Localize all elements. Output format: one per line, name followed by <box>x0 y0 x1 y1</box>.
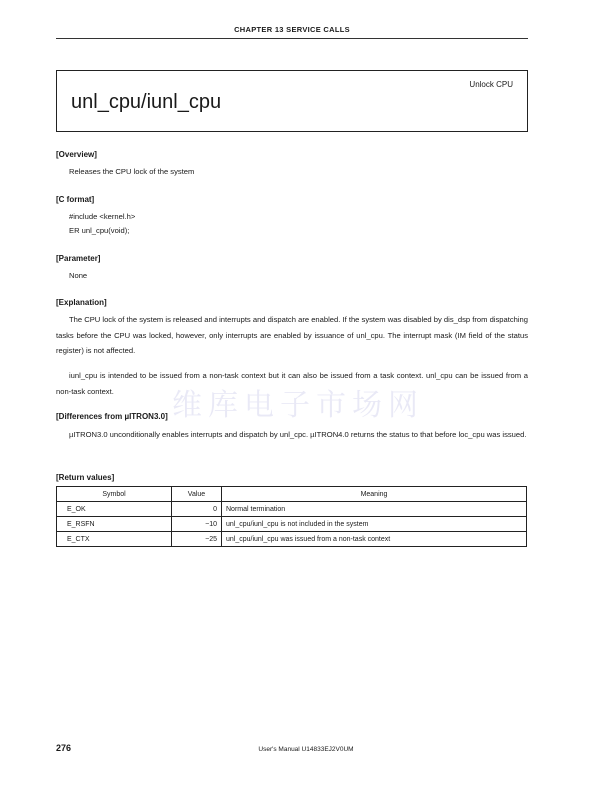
return-meaning: Normal termination <box>222 502 527 517</box>
watermark: 维库电子市场网 <box>172 388 424 423</box>
column-header-meaning: Meaning <box>222 487 527 502</box>
return-values-table <box>56 486 527 547</box>
overview-text: Releases the CPU lock of the system <box>69 167 195 176</box>
c-format-line-prototype: ER unl_cpu(void); <box>69 226 130 235</box>
return-meaning: unl_cpu/iunl_cpu is not included in the system <box>222 517 527 532</box>
return-value: −25 <box>172 532 222 547</box>
c-format-line-include: #include <kernel.h> <box>69 212 136 221</box>
return-symbol: E_RSFN <box>57 517 172 532</box>
explanation-paragraph-1: The CPU lock of the system is released and interrupts and dispatch are enabled. If the system was disabled by dis_dsp from dispatching tasks before the CPU was locked, however, only interrupts are enabled by issuance of unl_cpu. The interrupt mask (IM field of the status register) is not affected. <box>56 315 528 355</box>
function-description: Unlock CPU <box>469 80 513 89</box>
return-symbol: E_OK <box>57 502 172 517</box>
table-row <box>57 517 527 532</box>
explanation-heading: [Explanation] <box>56 298 107 307</box>
differences-heading: [Differences from µITRON3.0] <box>56 412 168 421</box>
chapter-header: CHAPTER 13 SERVICE CALLS <box>234 25 350 34</box>
header-rule <box>56 38 528 39</box>
overview-heading: [Overview] <box>56 150 97 159</box>
table-row <box>57 502 527 517</box>
differences-text: µITRON3.0 unconditionally enables interrupts and dispatch by unl_cpc. µITRON4.0 returns the status to that before loc_cpu was issued. <box>69 430 527 439</box>
table-header-row <box>57 487 527 502</box>
page-number: 276 <box>56 743 72 753</box>
column-header-symbol: Symbol <box>57 487 172 502</box>
column-header-value: Value <box>172 487 222 502</box>
table-row <box>57 532 527 547</box>
return-value: −10 <box>172 517 222 532</box>
parameter-heading: [Parameter] <box>56 254 101 263</box>
function-title-box <box>56 70 528 132</box>
return-symbol: E_CTX <box>57 532 172 547</box>
function-name: unl_cpu/iunl_cpu <box>71 91 222 113</box>
parameter-text: None <box>69 271 88 280</box>
explanation-paragraph-2: iunl_cpu is intended to be issued from a non-task context but it can also be issued from a task context. unl_cpu can be issued from a non-task context. <box>56 371 528 396</box>
return-meaning: unl_cpu/iunl_cpu was issued from a non-task context <box>222 532 527 547</box>
c-format-heading: [C format] <box>56 195 95 204</box>
return-values-heading: [Return values] <box>56 473 115 482</box>
footer-manual-id: User's Manual U14833EJ2V0UM <box>258 746 354 753</box>
return-value: 0 <box>172 502 222 517</box>
